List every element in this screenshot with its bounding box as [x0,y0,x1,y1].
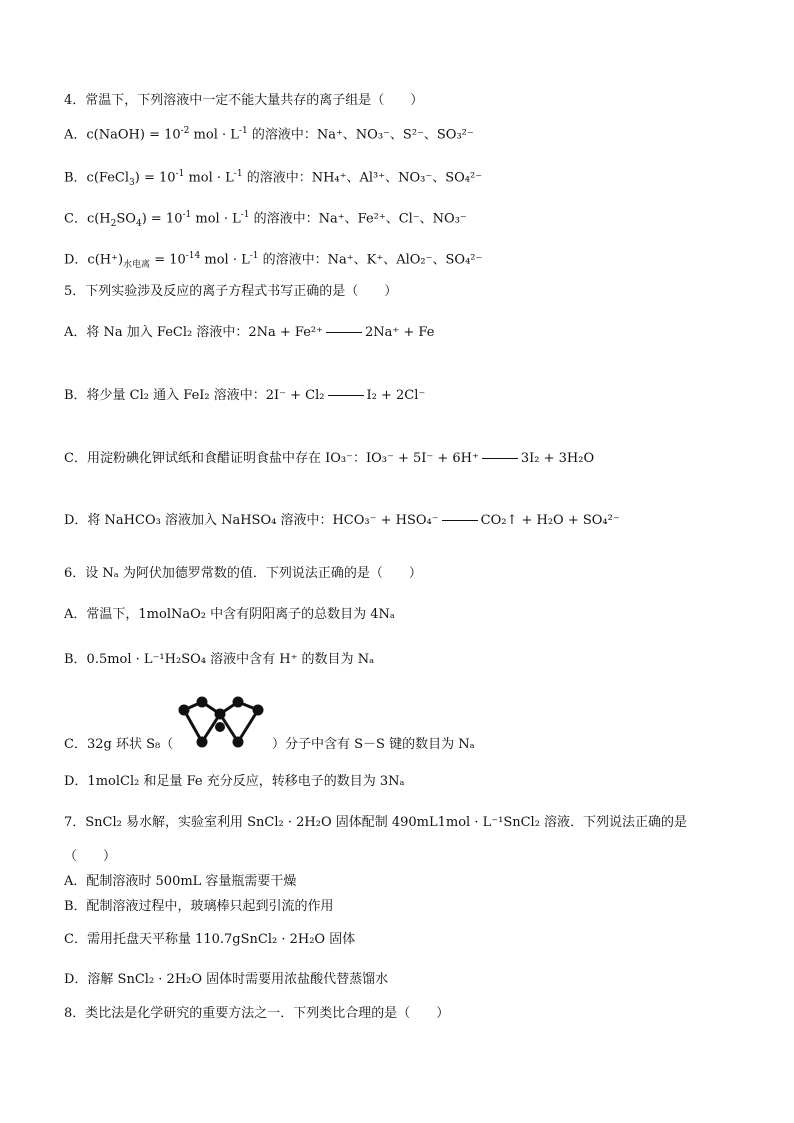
q7-stem: 7．SnCl₂ 易水解，实验室利用 SnCl₂ · 2H₂O 固体配制 490mL1mol · L⁻¹SnCl₂ 溶液．下列说法正确的是 [64,815,688,830]
q7-stem-paren: （ ） [64,849,117,864]
s8-ring-molecule-icon [172,692,272,750]
equals-arrow-icon [442,520,478,521]
q7-option-a: A．配制溶液时 500mL 容量瓶需要干燥 [64,874,297,889]
q6-option-d: D．1molCl₂ 和足量 Fe 充分反应，转移电子的数目为 3Nₐ [64,774,405,789]
equals-arrow-icon [328,395,364,396]
q4-option-d: D．$c(H^+)_{水电离} = 10^{-14}$ mol · $L^{-1}$ 的溶液中：Na⁺、K⁺、AlO₂⁻、SO₄²⁻ [64,251,483,270]
q4-option-c: C．$c(H_2SO_4) = 10^{-1}$ mol · $L^{-1}$ 的溶液中：Na⁺、Fe²⁺、Cl⁻、NO₃⁻ [64,210,467,229]
q5-stem: 5．下列实验涉及反应的离子方程式书写正确的是（ ） [64,284,398,299]
equals-arrow-icon [482,458,518,459]
q4-stem: 4．常温下，下列溶液中一定不能大量共存的离子组是（ ） [64,93,424,108]
q6-option-a: A．常温下，1molNaO₂ 中含有阴阳离子的总数目为 4Nₐ [64,607,395,622]
q5-option-b: B．将少量 Cl₂ 通入 FeI₂ 溶液中：2I⁻ + Cl₂ I₂ + 2Cl⁻ [64,388,426,403]
q6-option-c-left: C．32g 环状 S₈（ [64,737,174,752]
q6-stem: 6．设 Nₐ 为阿伏加德罗常数的值．下列说法正确的是（ ） [64,566,422,581]
q8-stem: 8．类比法是化学研究的重要方法之一．下列类比合理的是（ ） [64,1006,450,1021]
q7-option-d: D．溶解 SnCl₂ · 2H₂O 固体时需要用浓盐酸代替蒸馏水 [64,972,389,987]
q6-option-b: B．0.5mol · L⁻¹H₂SO₄ 溶液中含有 H⁺ 的数目为 Nₐ [64,652,375,667]
q5-option-c: C．用淀粉碘化钾试纸和食醋证明食盐中存在 IO₃⁻：IO₃⁻ + 5I⁻ + 6H⁺ 3I₂ + 3H₂O [64,451,595,466]
q7-option-c: C．需用托盘天平称量 110.7gSnCl₂ · 2H₂O 固体 [64,932,356,947]
q6-option-c-right: ）分子中含有 S－S 键的数目为 Nₐ [272,737,475,752]
q4-option-b: B．c(FeCl$_3$) = $10^{-1}$ mol · $L^{-1}$ 的溶液中：NH₄⁺、Al³⁺、NO₃⁻、SO₄²⁻ [64,169,483,188]
equals-arrow-icon [326,332,362,333]
q4-option-a: A．c(NaOH) = $10^{-2}$ mol · $L^{-1}$ 的溶液中：Na⁺、NO₃⁻、S²⁻、SO₃²⁻ [64,126,474,143]
q5-option-a: A．将 Na 加入 FeCl₂ 溶液中：2Na + Fe²⁺ 2Na⁺ + Fe [64,325,435,340]
q5-option-d: D．将 NaHCO₃ 溶液加入 NaHSO₄ 溶液中：HCO₃⁻ + HSO₄⁻ CO₂↑ + H₂O + SO₄²⁻ [64,513,620,528]
q7-option-b: B．配制溶液过程中，玻璃棒只起到引流的作用 [64,899,334,914]
